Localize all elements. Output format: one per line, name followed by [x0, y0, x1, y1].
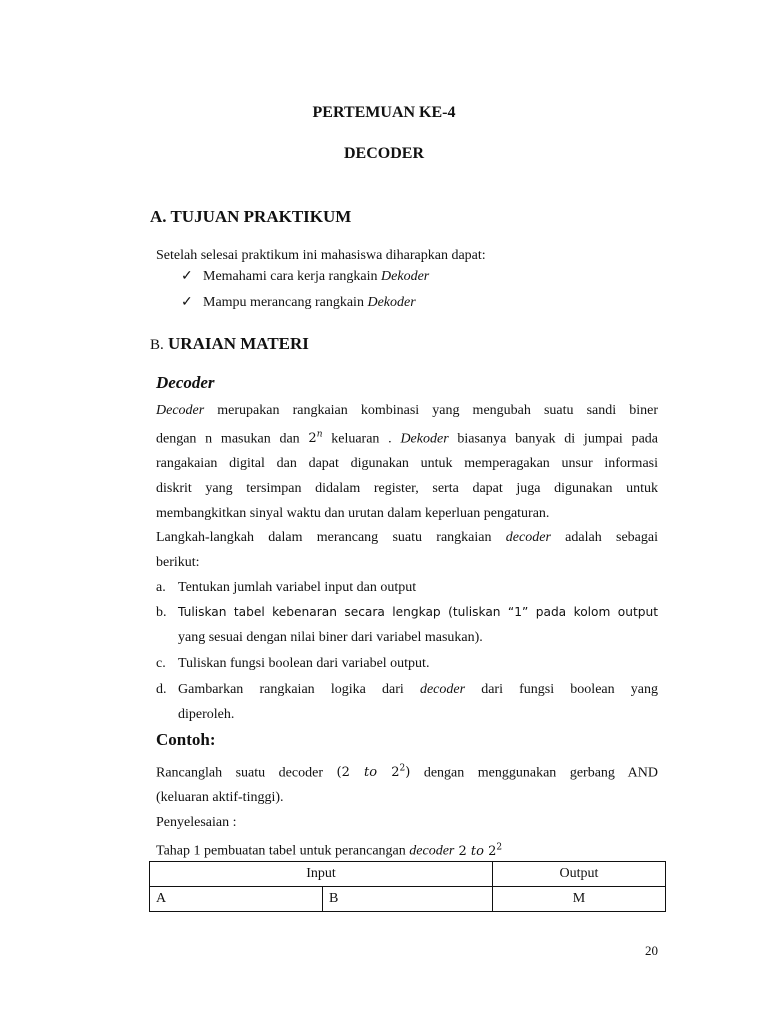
check-icon: ✓: [181, 269, 193, 284]
check-icon: ✓: [181, 295, 193, 310]
contoh-heading: Contoh:: [156, 730, 216, 749]
page-title: PERTEMUAN KE-4: [312, 104, 456, 121]
step-item: d. Gambarkan rangkaian logika dari decoder dari fungsi boolean yang diperoleh.: [156, 682, 658, 722]
step-item: a. Tentukan jumlah variabel input dan output: [156, 580, 417, 595]
step-item: c. Tuliskan fungsi boolean dari variabel output.: [156, 656, 430, 671]
section-b-heading: B. URAIAN MATERI: [150, 334, 309, 353]
objective-item: ✓ Memahami cara kerja rangkain Dekoder: [181, 269, 430, 284]
page-number: 20: [645, 943, 658, 958]
decoder-definition-paragraph: Decoder merupakan rangkaian kombinasi yang mengubah suatu sandi biner dengan n masukan dan 2$^n$ keluaran . Dekoder biasanya banyak di jumpai pada rangakaian digital dan dapat digunakan untuk memperagakan unsur informasi diskrit yang tersimpan didalam register, serta dapat juga digunakan untuk membangkitkan sinyal waktu dan urutan dalam keperluan pengaturan.: [156, 403, 658, 522]
table-col-b: B: [323, 887, 493, 912]
example-paragraph: Rancanglah suatu decoder (2 to $2^2$) dengan menggunakan gerbang AND (keluaran aktif-tinggi). Penyelesaian : Tahap 1 pembuatan tabel untuk perancangan decoder 2 to $2^2$: [156, 764, 658, 859]
table-header-input: Input: [150, 862, 493, 887]
section-a-intro: Setelah selesai praktikum ini mahasiswa diharapkan dapat:: [156, 248, 486, 263]
objective-item: ✓ Mampu merancang rangkain Dekoder: [181, 295, 416, 310]
table-header-output: Output: [493, 862, 666, 887]
truth-table: [149, 861, 666, 912]
section-a-heading: A. TUJUAN PRAKTIKUM: [150, 207, 352, 226]
step-item: b. Tuliskan tabel kebenaran secara lengkap (tuliskan “1” pada kolom output yang sesuai dengan nilai biner dari variabel masukan).: [156, 605, 658, 645]
page-subtitle: DECODER: [343, 145, 424, 162]
table-col-m: M: [493, 887, 666, 912]
decoder-subheading: Decoder: [156, 373, 215, 392]
table-col-a: A: [150, 887, 323, 912]
steps-intro-paragraph: Langkah-langkah dalam merancang suatu rangkaian decoder adalah sebagai berikut:: [156, 530, 658, 570]
